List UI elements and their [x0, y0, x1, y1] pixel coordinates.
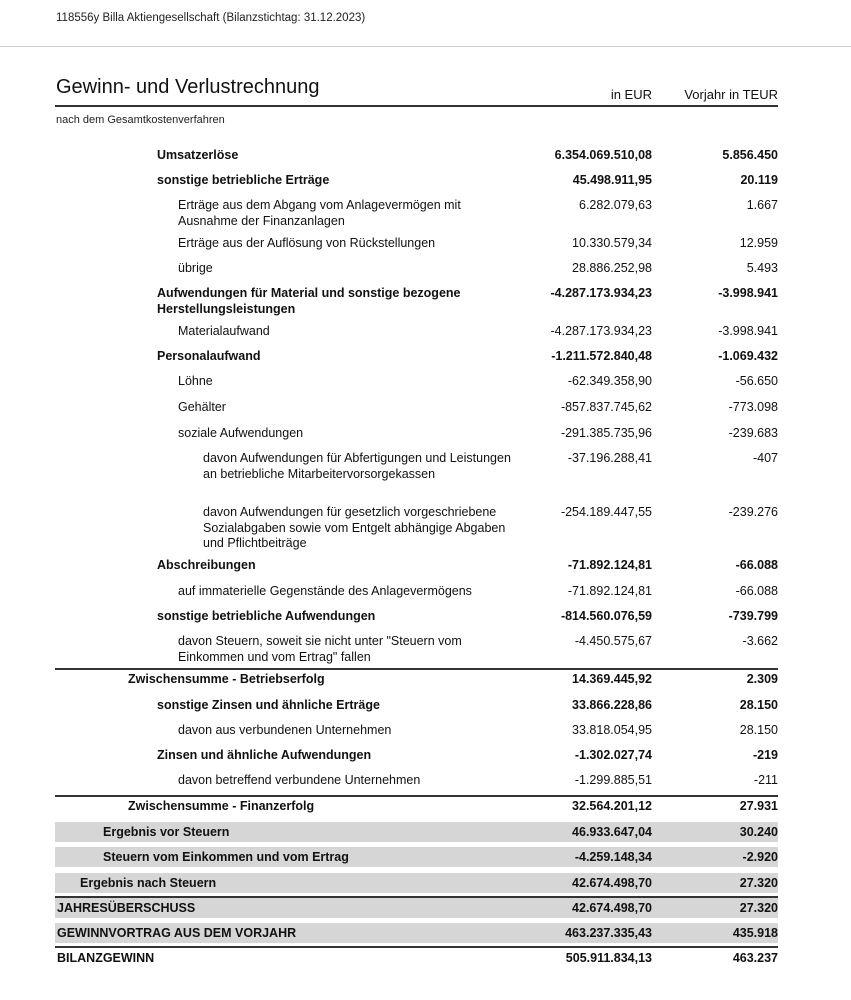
value-current: 6.282.079,63: [579, 198, 652, 212]
row-label: übrige: [178, 261, 213, 275]
row-label: sonstige betriebliche Aufwendungen: [157, 609, 376, 623]
value-current: -857.837.745,62: [560, 400, 652, 414]
value-previous: -239.683: [728, 426, 778, 440]
company-header: 118556y Billa Aktiengesellschaft (Bilanzstichtag: 31.12.2023): [56, 12, 366, 24]
value-current: 33.866.228,86: [572, 698, 652, 712]
value-previous: 5.856.450: [722, 148, 778, 162]
value-current: -1.211.572.840,48: [551, 349, 652, 363]
value-previous: 28.150: [739, 698, 778, 712]
value-previous: 435.918: [732, 926, 778, 940]
page-title: Gewinn- und Verlustrechnung: [56, 76, 320, 98]
row-label: davon betreffend verbundene Unternehmen: [178, 773, 421, 787]
value-previous: -3.662: [742, 634, 778, 648]
top-divider: [0, 46, 851, 47]
row-label: davon Steuern, soweit sie nicht unter "Steuern vom Einkommen und vom Ertrag" fallen: [178, 634, 462, 664]
value-previous: 20.119: [740, 173, 778, 187]
row-label: soziale Aufwendungen: [178, 426, 304, 440]
row-label: Personalaufwand: [157, 349, 261, 363]
value-previous: 27.320: [739, 901, 778, 915]
value-current: -71.892.124,81: [567, 558, 652, 572]
value-previous: -3.998.941: [718, 324, 778, 338]
row-label: davon Aufwendungen für gesetzlich vorgeschriebene Sozialabgaben sowie vom Entgelt abhängige Abgaben und Pflichtbeiträge: [203, 505, 506, 550]
value-previous: 463.237: [732, 951, 778, 965]
column-header-previous: Vorjahr in TEUR: [684, 87, 778, 102]
value-current: 14.369.445,92: [572, 672, 652, 686]
row-label: Löhne: [178, 374, 213, 388]
value-previous: -219: [752, 748, 778, 762]
value-previous: 30.240: [739, 825, 778, 839]
header-rule: [55, 105, 778, 107]
row-ergebnis-vor-steuern: [55, 822, 778, 842]
value-previous: 28.150: [739, 723, 778, 737]
value-current: 505.911.834,13: [565, 951, 652, 965]
value-previous: -239.276: [728, 505, 778, 519]
value-current: 6.354.069.510,08: [554, 148, 652, 162]
column-header-current: in EUR: [610, 87, 652, 102]
value-previous: -1.069.432: [718, 349, 778, 363]
row-label: Abschreibungen: [157, 558, 256, 572]
row-label: Materialaufwand: [178, 324, 270, 338]
value-previous: -773.098: [728, 400, 778, 414]
row-label: Zinsen und ähnliche Aufwendungen: [157, 748, 372, 762]
value-previous: 27.320: [739, 876, 778, 890]
value-current: -1.302.027,74: [574, 748, 652, 762]
value-previous: -739.799: [728, 609, 778, 623]
value-previous: -211: [753, 773, 778, 787]
value-current: -254.189.447,55: [560, 505, 652, 519]
value-previous: -66.088: [735, 584, 778, 598]
row-label: BILANZGEWINN: [57, 951, 155, 965]
value-current: 463.237.335,43: [565, 926, 652, 940]
row-label: davon Aufwendungen für Abfertigungen und Leistungen an betriebliche Mitarbeitervorsorgekassen: [203, 451, 511, 481]
value-current: 33.818.054,95: [572, 723, 652, 737]
value-previous: -2.920: [742, 850, 778, 864]
row-label: Umsatzerlöse: [157, 148, 239, 162]
row-label: sonstige betriebliche Erträge: [157, 173, 330, 187]
value-current: -4.450.575,67: [574, 634, 652, 648]
value-current: 45.498.911,95: [572, 173, 652, 187]
value-current: -37.196.288,41: [567, 451, 652, 465]
value-current: 42.674.498,70: [572, 901, 652, 915]
row-label: Zwischensumme - Finanzerfolg: [128, 799, 315, 813]
row-label: sonstige Zinsen und ähnliche Erträge: [157, 698, 380, 712]
row-label: Ergebnis nach Steuern: [80, 876, 217, 890]
value-current: 10.330.579,34: [572, 236, 652, 250]
row-label: Steuern vom Einkommen und vom Ertrag: [103, 850, 349, 864]
row-label: GEWINNVORTRAG AUS DEM VORJAHR: [57, 926, 297, 940]
method-subtitle: nach dem Gesamtkostenverfahren: [56, 114, 225, 126]
row-label: JAHRESÜBERSCHUSS: [57, 901, 196, 915]
row-jahresueberschuss: [55, 898, 778, 918]
value-current: -4.259.148,34: [574, 850, 652, 864]
row-zwischensumme-finanzerfolg: [55, 795, 778, 813]
row-zwischensumme-betriebserfolg: [55, 668, 778, 686]
row-label: Erträge aus der Auflösung von Rückstellungen: [178, 236, 436, 250]
value-current: 28.886.252,98: [572, 261, 652, 275]
value-current: -62.349.358,90: [567, 374, 652, 388]
row-label: davon aus verbundenen Unternehmen: [178, 723, 392, 737]
row-label: auf immaterielle Gegenstände des Anlagevermögens: [178, 584, 472, 598]
value-current: -291.385.735,96: [560, 426, 652, 440]
value-current: -4.287.173.934,23: [550, 324, 652, 338]
value-previous: 5.493: [746, 261, 778, 275]
value-previous: 1.667: [746, 198, 778, 212]
row-label: Gehälter: [178, 400, 226, 414]
row-ergebnis-nach-steuern: [55, 873, 778, 893]
value-previous: -3.998.941: [718, 286, 778, 300]
row-label: Aufwendungen für Material und sonstige bezogene Herstellungsleistungen: [157, 286, 461, 316]
row-label: Erträge aus dem Abgang vom Anlagevermögen mit Ausnahme der Finanzanlagen: [178, 198, 461, 228]
value-previous: 2.309: [746, 672, 778, 686]
value-previous: -56.650: [735, 374, 778, 388]
value-current: -71.892.124,81: [567, 584, 652, 598]
row-steuern-einkommen-ertrag: [55, 847, 778, 867]
value-previous: -407: [752, 451, 778, 465]
value-previous: -66.088: [735, 558, 778, 572]
value-current: -1.299.885,51: [574, 773, 652, 787]
value-current: 42.674.498,70: [572, 876, 652, 890]
value-current: -4.287.173.934,23: [550, 286, 652, 300]
value-previous: 12.959: [739, 236, 778, 250]
row-label: Ergebnis vor Steuern: [103, 825, 230, 839]
value-previous: 27.931: [739, 799, 778, 813]
value-current: -814.560.076,59: [560, 609, 652, 623]
row-label: Zwischensumme - Betriebserfolg: [128, 672, 325, 686]
bilanzgewinn-top-rule: [55, 946, 778, 948]
value-current: 46.933.647,04: [572, 825, 652, 839]
row-gewinnvortrag: [55, 923, 778, 943]
value-current: 32.564.201,12: [572, 799, 652, 813]
